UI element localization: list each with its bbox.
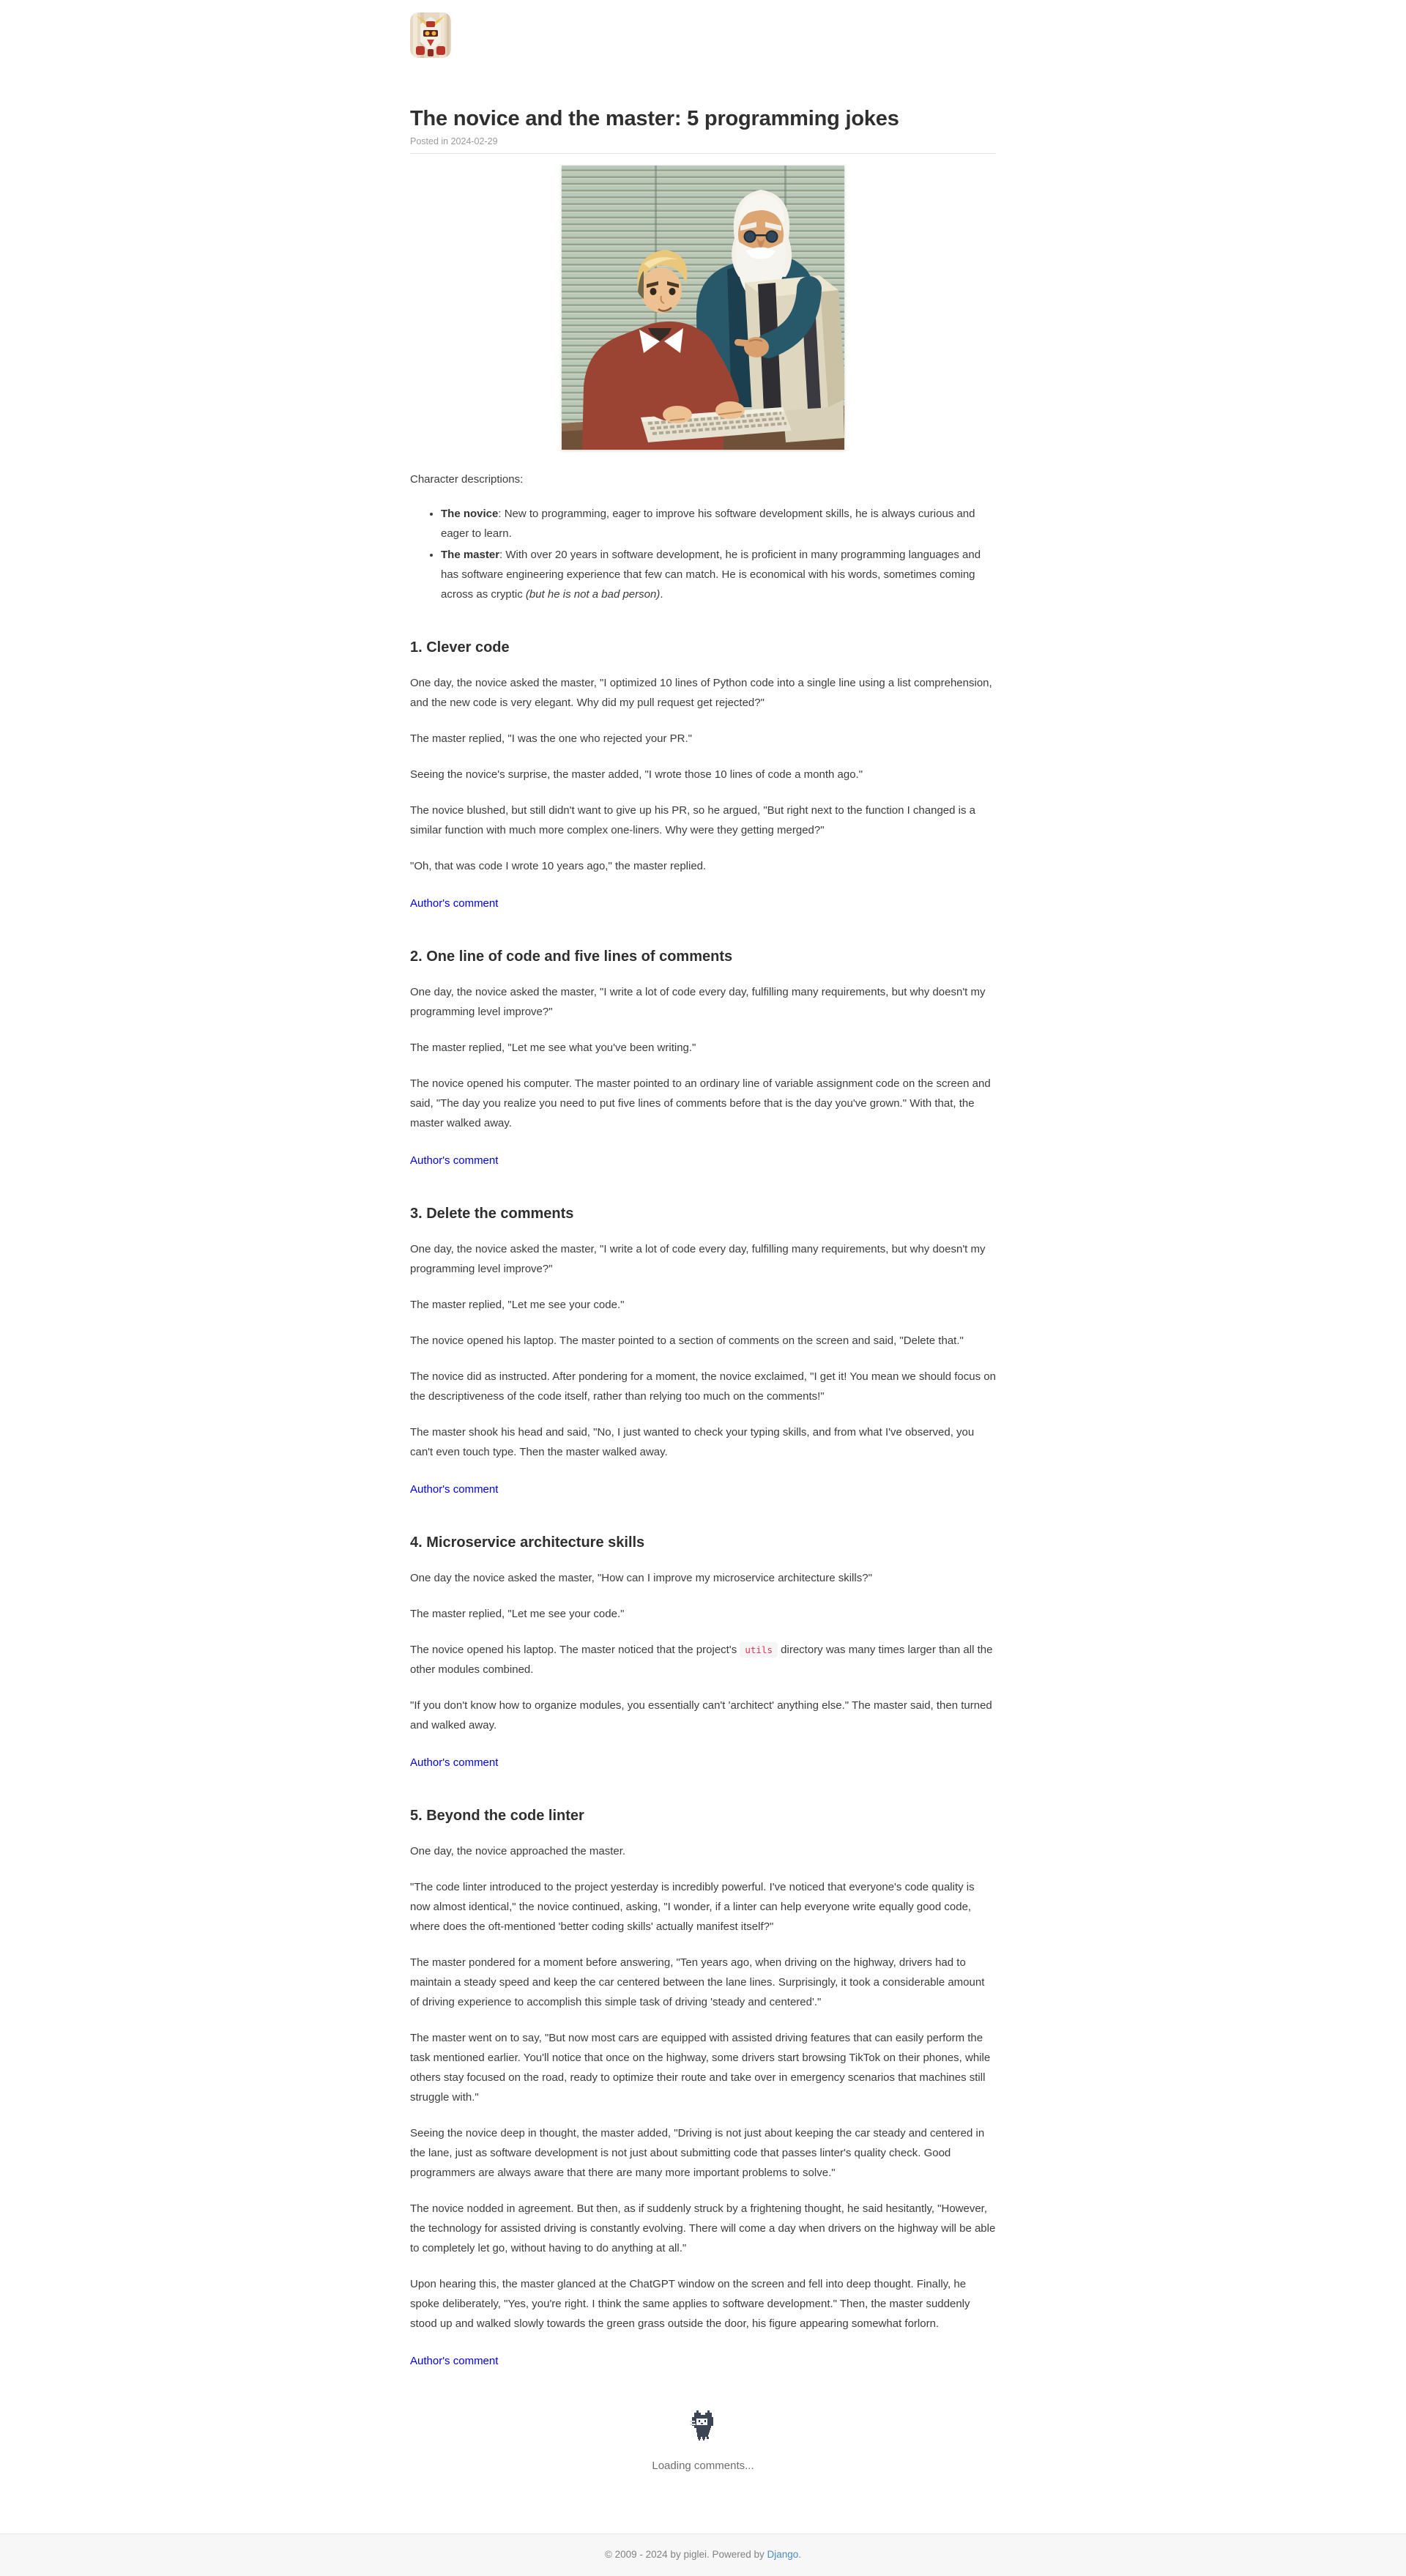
paragraph: The master went on to say, "But now most cars are equipped with assisted driving features that can easily perform the task mentioned earlier. You'll notice that once on the highway, some drivers start browsing TikTok on their phones, while others stay focused on the road, ready to optimize their route and take over in emergency scenarios that machines still struggle with." <box>410 2032 991 2104</box>
paragraph <box>410 1640 996 1679</box>
character-desc: : New to programming, eager to improve his software development skills, he is always curious and eager to learn. <box>441 508 975 540</box>
paragraph: The novice did as instructed. After pondering for a moment, the novice exclaimed, "I get it! You mean we should focus on the descriptiveness of the code itself, rather than relying too much on the comments!" <box>410 1370 996 1403</box>
character-name: The novice <box>441 508 499 520</box>
page-title: The novice and the master: 5 programming jokes <box>410 107 899 130</box>
authors-comment-link[interactable]: Author's comment <box>410 897 499 910</box>
post-hero-image <box>562 166 844 450</box>
paragraph: "Oh, that was code I wrote 10 years ago," the master replied. <box>410 860 707 872</box>
paragraph: One day, the novice asked the master, "I write a lot of code every day, fulfilling many requirements, but why doesn't my programming level improve?" <box>410 986 986 1018</box>
site-footer <box>0 2534 1406 2576</box>
paragraph: The master replied, "Let me see your code." <box>410 1608 625 1620</box>
paragraph: One day the novice asked the master, "How can I improve my microservice architecture skills?" <box>410 1572 872 1584</box>
character-descriptions-heading: Character descriptions: <box>410 473 524 486</box>
authors-comment-link[interactable]: Author's comment <box>410 1756 499 1769</box>
authors-comment-link[interactable]: Author's comment <box>410 1483 499 1496</box>
section-heading-3: 3. Delete the comments <box>410 1206 574 1222</box>
character-list <box>410 504 996 604</box>
authors-comment-link[interactable]: Author's comment <box>410 1154 499 1167</box>
section-heading-4: 4. Microservice architecture skills <box>410 1534 645 1551</box>
list-item <box>441 545 996 604</box>
inline-code: utils <box>740 1642 778 1658</box>
divider <box>410 153 996 154</box>
loading-comments-text: Loading comments... <box>652 2460 754 2472</box>
section-heading-1: 1. Clever code <box>410 639 510 656</box>
django-link[interactable]: Django <box>767 2549 799 2560</box>
paragraph-text: The novice opened his laptop. The master noticed that the project's <box>410 1644 740 1656</box>
section-heading-2: 2. One line of code and five lines of comments <box>410 949 733 965</box>
section-heading-5: 5. Beyond the code linter <box>410 1808 584 1824</box>
authors-comment-link[interactable]: Author's comment <box>410 2355 499 2367</box>
paragraph: Upon hearing this, the master glanced at the ChatGPT window on the screen and fell into deep thought. Finally, he spoke deliberately, "Yes, you're right. I think the same applies to software development." Then, the master suddenly stood up and walked slowly towards the green grass outside the door, his figure appearing somewhat forlorn. <box>410 2278 970 2330</box>
character-desc-italic: (but he is not a bad person) <box>525 588 661 601</box>
paragraph: The master replied, "I was the one who rejected your PR." <box>410 732 692 745</box>
character-name: The master <box>441 549 500 561</box>
paragraph: The novice opened his computer. The master pointed to an ordinary line of variable assignment code on the screen and said, "The day you realize you need to put five lines of comments before that is the day you've grown." With that, the master walked away. <box>410 1077 991 1129</box>
paragraph: Seeing the novice deep in thought, the master added, "Driving is not just about keeping the car steady and centered in the lane, just as software development is not just about submitting code that passes linter's quality check. Good programmers are always aware that there are many more important problems to solve." <box>410 2127 985 2179</box>
paragraph: One day, the novice asked the master, "I write a lot of code every day, fulfilling many requirements, but why doesn't my programming level improve?" <box>410 1243 986 1275</box>
site-logo-link[interactable] <box>410 12 451 58</box>
paragraph: One day, the novice approached the master. <box>410 1845 626 1857</box>
paragraph-text: directory was many times larger than all the other modules combined. <box>410 1644 993 1676</box>
paragraph: The master replied, "Let me see what you've been writing." <box>410 1042 696 1054</box>
paragraph: The master shook his head and said, "No, I just wanted to check your typing skills, and from what I've observed, you can't even touch type. Then the master walked away. <box>410 1426 975 1458</box>
post-date: Posted in 2024-02-29 <box>410 136 498 146</box>
paragraph: The novice blushed, but still didn't want to give up his PR, so he argued, "But right next to the function I changed is a similar function with much more complex one-liners. Why were they getting merged?" <box>410 804 975 836</box>
paragraph: The novice nodded in agreement. But then, as if suddenly struck by a frightening thought, he said hesitantly, "However, the technology for assisted driving is constantly evolving. There will come a day when drivers on the highway will be able to completely let go, without having to do anything at all." <box>410 2202 996 2254</box>
paragraph: "If you don't know how to organize modules, you essentially can't 'architect' anything else." The master said, then turned and walked away. <box>410 1699 992 1731</box>
paragraph: Seeing the novice's surprise, the master added, "I wrote those 10 lines of code a month ago." <box>410 768 863 781</box>
paragraph: One day, the novice asked the master, "I optimized 10 lines of Python code into a single line using a list comprehension, and the new code is very elegant. Why did my pull request get rejected?" <box>410 677 992 709</box>
paragraph: "The code linter introduced to the project yesterday is incredibly powerful. I've noticed that everyone's code quality is now almost identical," the novice continued, asking, "I wonder, if a linter can help everyone write equally good code, where does the oft-mentioned 'better coding skills' actually manifest itself?" <box>410 1881 975 1933</box>
copyright-text <box>0 2549 1406 2560</box>
paragraph: The novice opened his laptop. The master pointed to a section of comments on the screen and said, "Delete that." <box>410 1335 964 1347</box>
paragraph: The master pondered for a moment before answering, "Ten years ago, when driving on the highway, drivers had to maintain a steady speed and keep the car centered between the lane lines. Surprisingly, it took a considerable amount of driving experience to accomplish this simple task of driving 'steady and centered'." <box>410 1956 985 2008</box>
character-desc-tail: . <box>660 588 663 601</box>
list-item <box>441 504 996 543</box>
site-logo-icon <box>410 48 451 58</box>
character-desc: : With over 20 years in software development, he is proficient in many programming languages and has software engineering experience that few can match. He is economical with his words, sometimes coming across as cryptic <box>441 549 981 601</box>
paragraph: The master replied, "Let me see your code." <box>410 1299 625 1311</box>
comments-section <box>410 2410 996 2472</box>
copyright-suffix: . <box>798 2549 802 2560</box>
cat-icon <box>690 2410 716 2449</box>
site-header <box>410 0 996 58</box>
copyright-prefix: © 2009 - 2024 by piglei. Powered by <box>604 2549 767 2560</box>
